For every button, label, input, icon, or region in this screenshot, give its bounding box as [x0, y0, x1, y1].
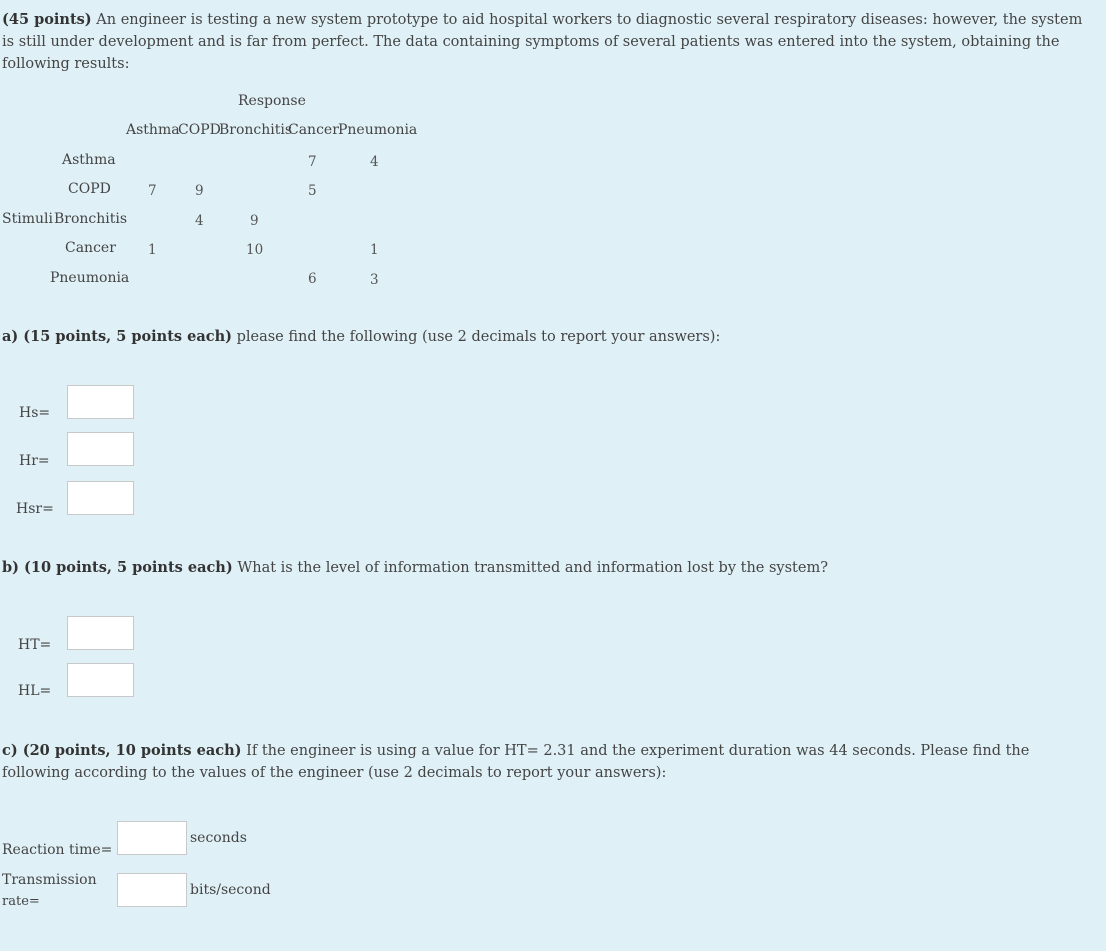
row-label-copd: COPD — [68, 181, 111, 197]
response-header: Response — [238, 93, 306, 109]
hr-input[interactable] — [67, 432, 134, 466]
part-a-heading: a) (15 points, 5 points each) — [2, 328, 232, 345]
hs-input[interactable] — [67, 385, 134, 419]
hl-label: HL= — [18, 683, 52, 699]
col-header-cancer: Cancer — [288, 122, 339, 138]
row-label-asthma: Asthma — [62, 152, 116, 168]
reaction-time-input[interactable] — [117, 821, 187, 855]
table-cell: 7 — [148, 183, 157, 199]
intro-points: (45 points) — [2, 11, 92, 28]
col-header-copd: COPD — [178, 122, 221, 138]
row-label-bronchitis: Bronchitis — [54, 211, 128, 227]
hl-input[interactable] — [67, 663, 134, 697]
part-b-heading: b) (10 points, 5 points each) — [2, 559, 233, 576]
transmission-rate-label-line1: Transmission — [2, 872, 97, 888]
part-a-text: please find the following (use 2 decimals to report your answers): — [231, 329, 721, 345]
col-header-bronchitis: Bronchitis — [219, 122, 293, 138]
part-c-text: If the engineer is using a value for HT= 2.31 and the experiment duration was 44 seconds. Please find the following according to the values of the engineer (use 2 decimals to report your answers): — [2, 743, 1030, 781]
transmission-rate-unit: bits/second — [190, 882, 271, 898]
row-label-pneumonia: Pneumonia — [50, 270, 130, 286]
intro-text: An engineer is testing a new system prototype to aid hospital workers to diagnostic several respiratory diseases: however, the system is still under development and is far from perfect. The data containing symptoms of several patients was entered into the system, obtaining the following results: — [2, 12, 1083, 72]
transmission-rate-label-line2: rate= — [2, 894, 40, 909]
part-b-question — [2, 557, 828, 579]
part-a-question — [2, 326, 720, 348]
table-cell: 5 — [308, 183, 317, 199]
hr-label: Hr= — [19, 453, 50, 469]
table-cell: 6 — [308, 271, 317, 287]
col-header-pneumonia: Pneumonia — [338, 122, 418, 138]
table-cell: 4 — [370, 154, 379, 170]
stimuli-header: Stimuli — [2, 211, 53, 227]
transmission-rate-input[interactable] — [117, 873, 187, 907]
table-cell: 1 — [148, 242, 157, 258]
table-cell: 10 — [246, 242, 264, 258]
table-cell: 9 — [195, 183, 204, 199]
table-cell: 3 — [370, 272, 379, 288]
hsr-input[interactable] — [67, 481, 134, 515]
ht-input[interactable] — [67, 616, 134, 650]
table-cell: 9 — [250, 213, 259, 229]
hs-label: Hs= — [19, 405, 51, 421]
col-header-asthma: Asthma — [126, 122, 180, 138]
problem-intro — [2, 9, 1092, 75]
table-cell: 7 — [308, 154, 317, 170]
reaction-time-label: Reaction time= — [2, 842, 113, 858]
reaction-time-unit: seconds — [190, 830, 247, 846]
hsr-label: Hsr= — [16, 501, 54, 517]
row-label-cancer: Cancer — [65, 240, 116, 256]
part-b-text: What is the level of information transmitted and information lost by the system? — [232, 560, 828, 576]
table-cell: 4 — [195, 213, 204, 229]
part-c-question — [2, 740, 1092, 784]
table-cell: 1 — [370, 242, 379, 258]
ht-label: HT= — [18, 637, 52, 653]
part-c-heading: c) (20 points, 10 points each) — [2, 742, 242, 759]
